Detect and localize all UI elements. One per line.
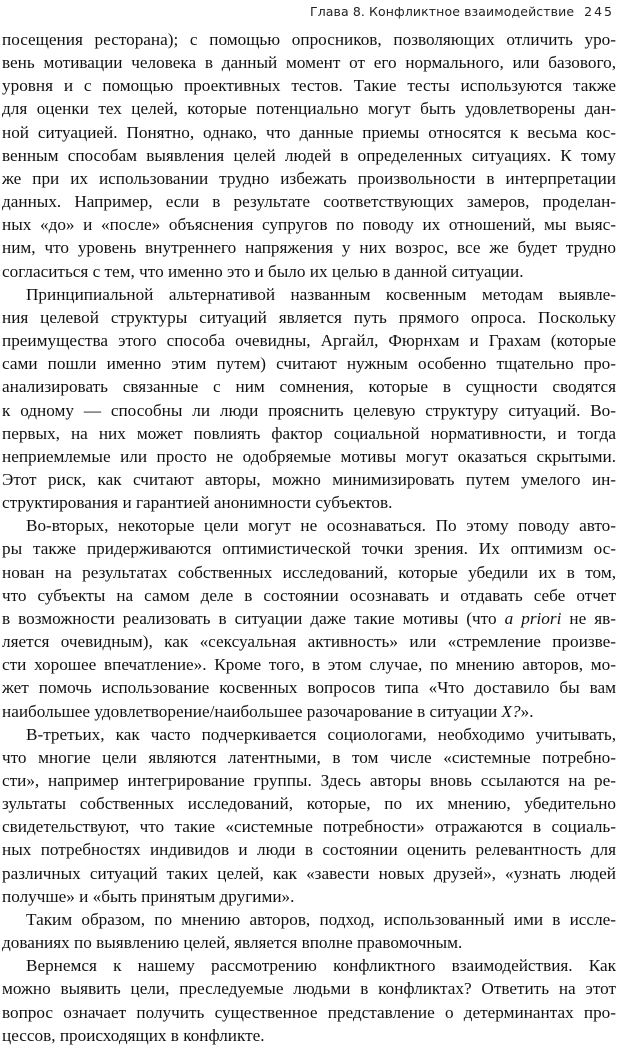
text-line: уровня и с помощью проективных тестов. Такие тесты используются также [2, 76, 616, 96]
text-line: ных «до» и «после» объяснения супругов по поводу их отношений, мы выяс- [2, 215, 616, 235]
paragraph [2, 514, 616, 722]
text-line: ним, что уровень внутреннего напряжения у них возрос, все же будет трудно [2, 238, 616, 258]
text-line: ры также придерживаются оптимистической точки зрения. Их оптимизм ос- [2, 539, 616, 559]
text-line: венным способам выявления целей людей в определенных ситуациях. К тому [2, 145, 616, 165]
text-line: что субъекты на самом деле в состоянии осознавать и отдавать себе отчет [2, 585, 616, 605]
text-line: Таким образом, по мнению авторов, подход, использованный ими в иссле- [26, 909, 616, 929]
text-line: наибольшее удовлетворение/наибольшее разочарование в ситуации X?». [2, 701, 534, 721]
text-line: Принципиальной альтернативой названным косвенным методам выявле- [26, 284, 616, 304]
text-line: В-третьих, как часто подчеркивается социологами, необходимо учитывать, [26, 724, 616, 744]
running-title: Глава 8. Конфликтное взаимодействие [309, 4, 575, 19]
text-line: данных. Например, если в результате соответствующих замеров, проделан- [2, 192, 616, 212]
text-line: дованиях по выявлению целей, является вполне правомочным. [2, 933, 463, 953]
text-line: Этот риск, как считают авторы, можно минимизировать путем умелого ин- [2, 469, 616, 489]
paragraph [2, 908, 616, 954]
text-line: можно выявить цели, преследуемые людьми в конфликтах? Ответить на этот [2, 979, 616, 999]
text-line: вопрос означает получить существенное представление о детерминантах про- [2, 1002, 616, 1022]
text-line: зультаты собственных исследований, которые, по их мнению, убедительно [2, 794, 616, 814]
text-line: к одному — способны ли люди прояснить целевую структуру ситуаций. Во- [2, 400, 616, 420]
text-line: получше» и «быть принятым другими». [2, 886, 295, 906]
text-line: ной ситуацией. Понятно, однако, что данные приемы относятся к весьма кос- [2, 122, 616, 142]
text-line: свидетельствуют, что такие «системные потребности» отражаются в социаль- [2, 817, 616, 837]
text-line: что многие цели являются латентными, в том числе «системные потребно- [2, 747, 616, 767]
text-line: посещения ресторана); с помощью опросников, позволяющих отличить уро- [2, 30, 616, 49]
text-line: анализировать связанные с ним сомнения, которые в сущности сводятся [2, 377, 616, 397]
page-number: 245 [584, 4, 614, 19]
text-line: первых, на них может повлиять фактор социальной нормативности, и тогда [2, 423, 616, 443]
paragraph [2, 28, 616, 283]
text-line: сти хорошее впечатление». Кроме того, в этом случае, по мнению авторов, мо- [2, 655, 616, 675]
text-line: жет помочь использование косвенных вопросов типа «Что доставило бы вам [2, 678, 616, 698]
running-header [310, 4, 614, 19]
paragraph [2, 954, 616, 1047]
text-line: преимущества этого способа очевидны, Аргайл, Фюрнхам и Грахам (которые [2, 331, 616, 351]
text-line: ния целевой структуры ситуаций является путь прямого опроса. Поскольку [2, 307, 616, 327]
text-line: цессов, происходящих в конфликте. [2, 1025, 265, 1045]
text-line: ных потребностях индивидов и люди в состоянии оценить релевантность для [2, 840, 616, 860]
text-line: сами пошли именно этим путем) считают нужным особенно тщательно про- [2, 354, 616, 374]
text-line: в возможности реализовать в ситуации даже такие мотивы (что a priori не яв- [2, 608, 616, 628]
text-line: вень мотивации человека в данный момент от его нормального, или базового, [2, 53, 616, 73]
text-line: сти», например интегрирование группы. Здесь авторы вновь ссылаются на ре- [2, 771, 616, 790]
paragraph [2, 283, 616, 515]
body-text [2, 28, 616, 1047]
text-line: структирования и гарантией анонимности субъектов. [2, 493, 393, 513]
text-line: неприемлемые или просто не одобряемые мотивы могут оказаться скрытыми. [2, 446, 616, 466]
text-line: для оценки тех целей, которые потенциально могут быть удовлетворены дан- [2, 99, 616, 119]
text-line: согласиться с тем, что именно это и было их целью в данной ситуации. [2, 261, 524, 281]
text-line: ляется очевидным), как «сексуальная активность» или «стремление произве- [2, 632, 616, 652]
text-line: нован на результатах собственных исследований, которые убедили их в том, [2, 562, 616, 582]
text-line: различных ситуаций таких целей, как «завести новых друзей», «узнать людей [2, 863, 616, 883]
text-line: Во-вторых, некоторые цели могут не осознаваться. По этому поводу авто- [26, 516, 616, 536]
text-line: же при их использовании трудно избежать произвольности в интерпретации [2, 168, 616, 188]
text-line: Вернемся к нашему рассмотрению конфликтного взаимодействия. Как [26, 956, 616, 976]
paragraph [2, 723, 616, 908]
